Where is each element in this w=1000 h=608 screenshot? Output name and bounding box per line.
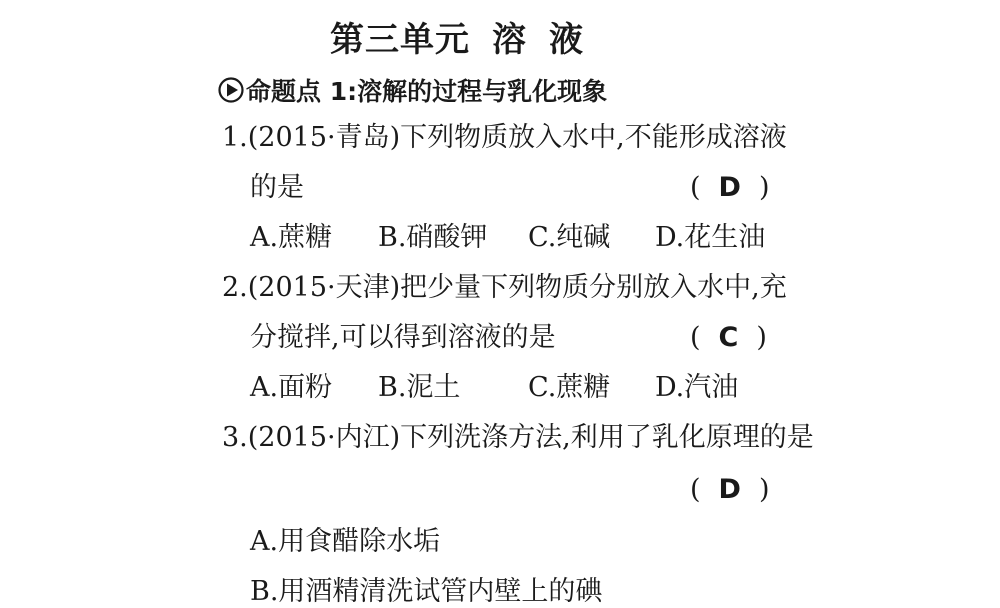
question-3-answer: ( D )	[690, 474, 770, 505]
question-2-option-a: A.面粉	[250, 372, 333, 403]
question-2-line-2: 分搅拌,可以得到溶液的是	[250, 322, 556, 353]
question-2-option-d: D.汽油	[655, 372, 739, 403]
question-1-option-d: D.花生油	[655, 222, 766, 253]
question-2-options	[250, 372, 810, 404]
play-circle-icon	[218, 77, 244, 103]
question-1-line-2: 的是	[250, 172, 304, 203]
question-3-option-a: A.用食醋除水垢	[250, 526, 441, 557]
question-1-options	[250, 222, 810, 254]
question-2-option-c: C.蔗糖	[528, 372, 611, 403]
question-1-line-1: 1.(2015·青岛)下列物质放入水中,不能形成溶液	[222, 122, 787, 153]
title-part1: 溶	[492, 20, 527, 60]
question-1-option-c: C.纯碱	[528, 222, 611, 253]
title-main: 第三单元	[330, 20, 470, 60]
question-1-answer: ( D )	[690, 172, 770, 203]
question-2-answer-letter: C	[718, 322, 739, 353]
question-1-option-a: A.蔗糖	[250, 222, 333, 253]
topic-label: 命题点 1:溶解的过程与乳化现象	[246, 77, 608, 106]
question-3-line-1: 3.(2015·内江)下列洗涤方法,利用了乳化原理的是	[222, 422, 814, 453]
question-1-option-b: B.硝酸钾	[378, 222, 488, 253]
question-1-answer-letter: D	[718, 172, 741, 203]
question-2-answer: ( C )	[690, 322, 767, 353]
topic-heading	[218, 72, 607, 108]
question-2-line-1: 2.(2015·天津)把少量下列物质分别放入水中,充	[222, 272, 787, 303]
question-3-option-b: B.用酒精清洗试管内壁上的碘	[250, 576, 603, 607]
title-part2: 液	[549, 20, 584, 60]
question-3-answer-letter: D	[718, 474, 741, 505]
page-title	[330, 12, 584, 61]
question-2-option-b: B.泥土	[378, 372, 461, 403]
